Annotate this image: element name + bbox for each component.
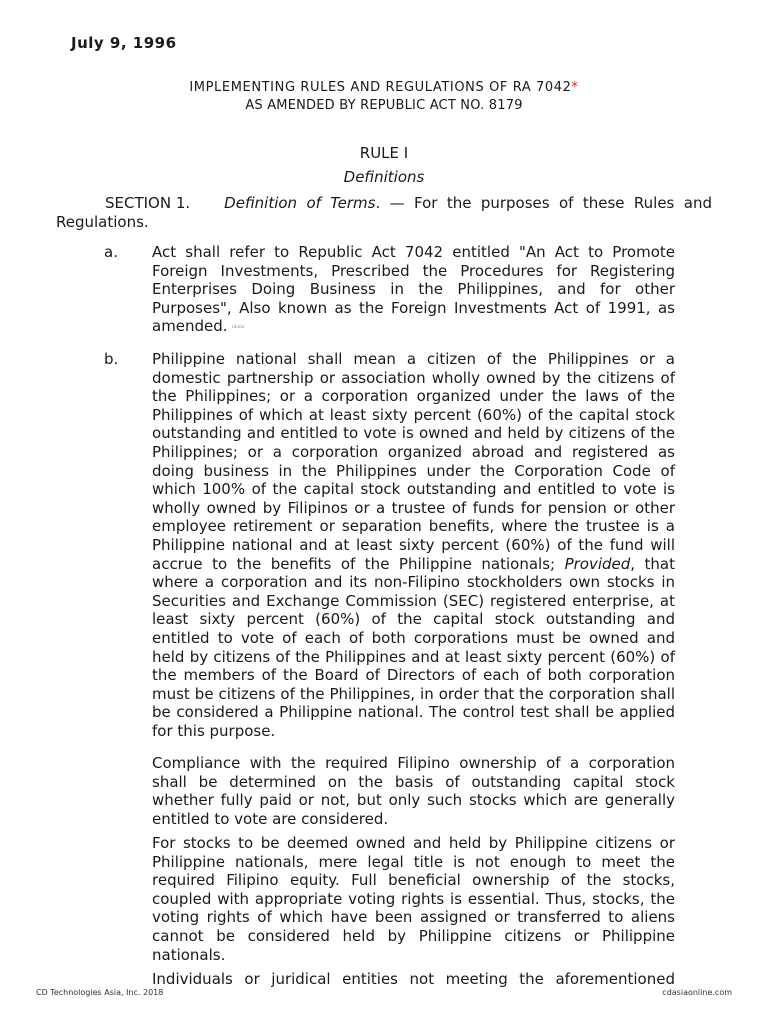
- document-subtitle: AS AMENDED BY REPUBLIC ACT NO. 8179: [245, 98, 523, 113]
- paragraph-text: Compliance with the required Filipino ownership of a corporation shall be determined on the basis of outstanding capital stock whether fully paid or not, but only such stocks which are generally entitled to vote are considered.: [152, 754, 675, 828]
- footer-site-link[interactable]: cdasiaonline.com: [662, 988, 732, 997]
- paragraph: [152, 754, 675, 828]
- section-1: [56, 194, 712, 232]
- item-b-text-before: Philippine national shall mean a citizen of the Philippines or a domestic partnership or association wholly owned by the citizens of the Philippines; or a corporation organized under the laws of the Philippines of which at least sixty percent (60%) of the capital stock outstanding and entitled to vote is owned and held by citizens of the Philippines; or a corporation organized abroad and registered as doing business in the Philippines under the Corporation Code of which 100% of the capital stock outstanding and entitled to vote is wholly owned by Filipinos or a trustee of funds for pension or other employee retirement or separation benefits, where the trustee is a Philippine national and at least sixty percent (60%) of the fund will accrue to the benefits of the Philippine nationals;: [152, 350, 675, 573]
- document-title-text: IMPLEMENTING RULES AND REGULATIONS OF RA 7042: [189, 80, 572, 95]
- paragraph-text: Individuals or juridical entities not meeting the aforementioned: [152, 970, 675, 988]
- document-date: July 9, 1996: [71, 34, 177, 52]
- paragraph: [152, 834, 675, 964]
- rule-heading: Definitions: [343, 168, 425, 186]
- section-heading: Definition of Terms: [224, 194, 376, 212]
- item-marker: a.: [104, 243, 118, 261]
- section-label: SECTION 1.: [105, 194, 191, 212]
- item-text: [152, 243, 675, 336]
- item-marker: b.: [104, 350, 119, 368]
- item-a-text: Act shall refer to Republic Act 7042 entitled "An Act to Promote Foreign Investments, Prescribed the Procedures for Registering Enterprises Doing Business in the Philippines, and for other Purposes", Also known as the Foreign Investments Act of 1991, as amended.: [152, 243, 675, 336]
- item-text: [152, 350, 675, 740]
- item-b-proviso: Provided: [564, 554, 631, 573]
- source-tag: cdasia: [231, 323, 245, 329]
- document-title: [0, 80, 768, 95]
- footnote-marker[interactable]: *: [571, 80, 579, 95]
- paragraph: [152, 970, 675, 989]
- paragraph-text: For stocks to be deemed owned and held by Philippine citizens or Philippine nationals, mere legal title is not enough to meet the required Filipino equity. Full beneficial ownership of the stocks, coupled with appropriate voting rights is essential. Thus, stocks, the voting rights of which have been assigned or transferred to aliens cannot be considered held by Philippine citizens or Philippine nationals.: [152, 834, 675, 964]
- rule-number: RULE I: [359, 144, 409, 162]
- item-b-text-after: , that where a corporation and its non-Filipino stockholders own stocks in Securities and Exchange Commission (SEC) registered enterprise, at least sixty percent (60%) of the capital stock outstanding and entitled to vote of each of both corporations must be owned and held by citizens of the Philippines and at least sixty percent (60%) of the members of the Board of Directors of each of both corporation must be citizens of the Philippines, in order that the corporation shall be considered a Philippine national. The control test shall be applied for this purpose.: [152, 554, 676, 740]
- section-intro: . — For the purposes of these Rules and Regulations.: [56, 194, 712, 231]
- footer-copyright: CD Technologies Asia, Inc. 2018: [36, 988, 164, 997]
